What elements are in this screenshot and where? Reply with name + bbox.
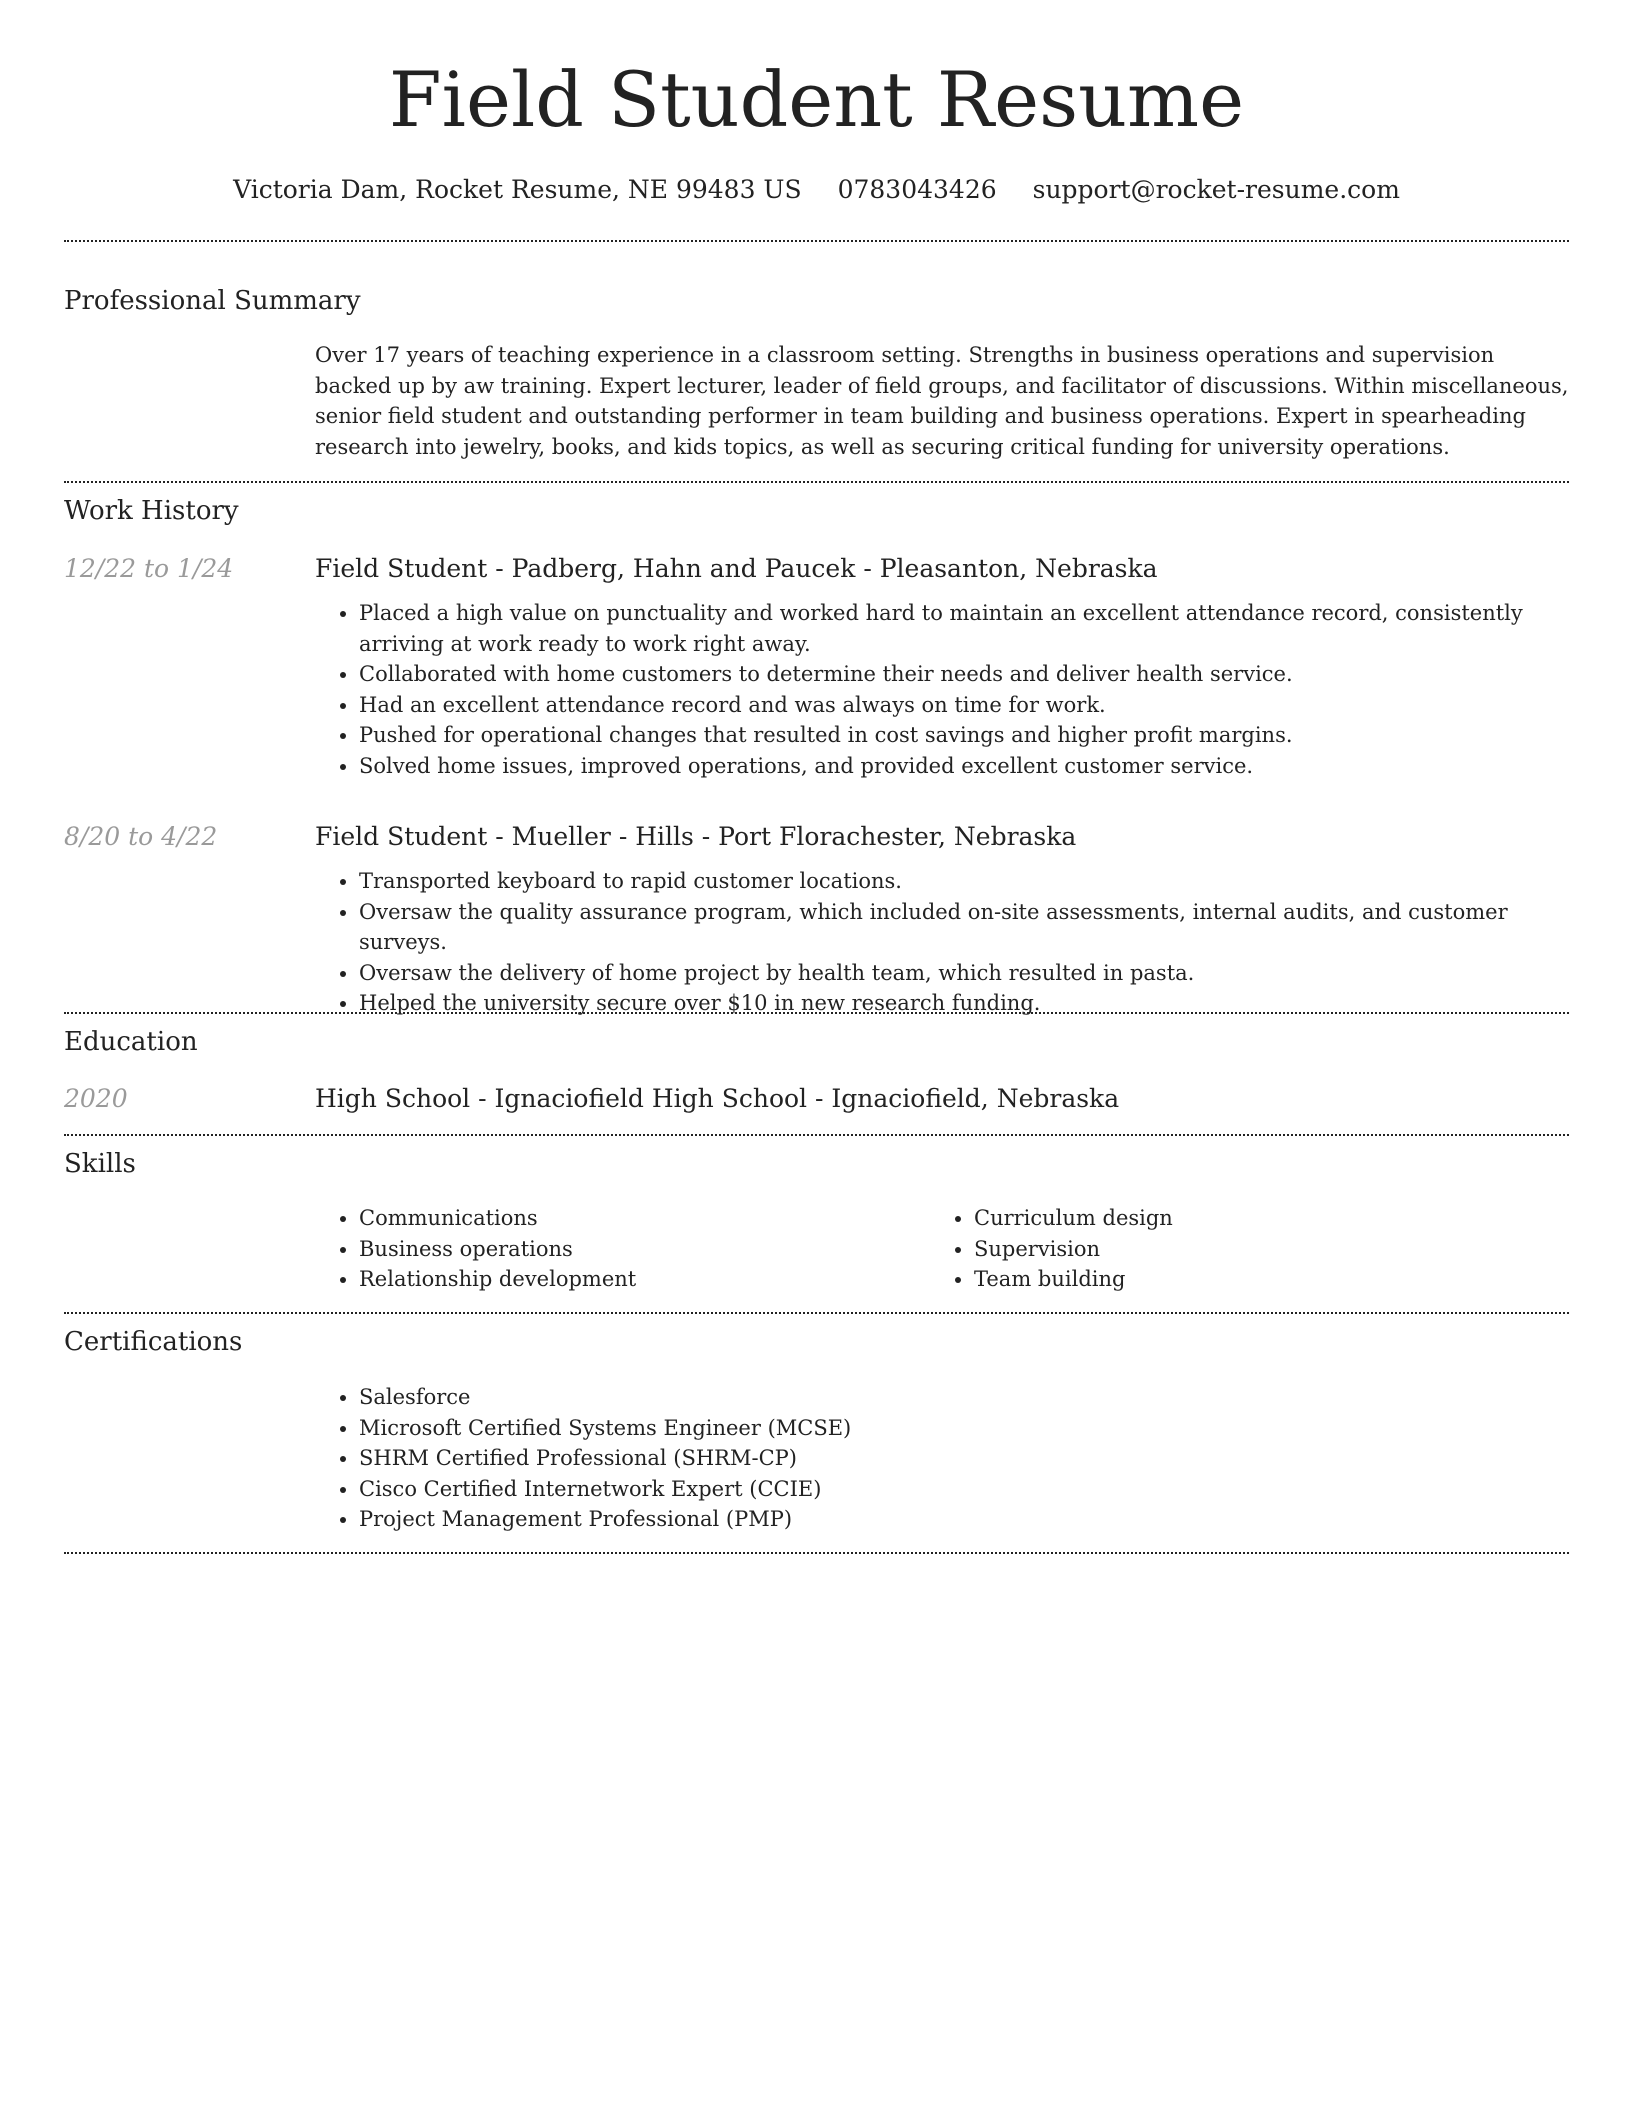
job-bullets — [315, 598, 1569, 781]
list-item: • Team building — [974, 1264, 1530, 1295]
job-heading — [315, 820, 1569, 854]
job-entry — [315, 552, 1569, 781]
divider — [64, 1012, 1569, 1014]
skills-column-right — [930, 1203, 1530, 1295]
job-heading — [315, 552, 1569, 586]
list-item: • Communications — [359, 1203, 915, 1234]
divider — [64, 1134, 1569, 1136]
job-role: Field Student — [315, 554, 488, 583]
list-item: • Cisco Certified Internetwork Expert (CCIE) — [359, 1474, 1569, 1505]
list-item: • Oversaw the quality assurance program, which included on-site assessments, internal audits, and customer surveys. — [359, 897, 1569, 958]
education-school: - Ignaciofield High School - Ignaciofield, Nebraska — [470, 1084, 1120, 1113]
contact-line — [64, 170, 1569, 210]
list-item: • Salesforce — [359, 1382, 1569, 1413]
contact-address: Victoria Dam, Rocket Resume, NE 99483 US — [233, 175, 802, 204]
divider — [64, 1552, 1569, 1554]
section-heading-skills: Skills — [64, 1149, 136, 1179]
job-role: Field Student — [315, 822, 488, 851]
education-year: 2020 — [64, 1084, 128, 1113]
page-title: Field Student Resume — [388, 55, 1245, 144]
summary-text: Over 17 years of teaching experience in a classroom setting. Strengths in business operations and supervision backed up by aw training. Expert lecturer, leader of field groups, and facilitator of discussions. Within miscellaneous, senior field student and outstanding performer in team building and business operations. Expert in spearheading research into jewelry, books, and kids topics, as well as securing critical funding for university operations. — [315, 343, 1569, 459]
job-dates: 12/22 to 1/24 — [64, 554, 234, 583]
list-item: • Solved home issues, improved operations, and provided excellent customer service. — [359, 751, 1569, 782]
skills-list — [315, 1203, 1569, 1303]
list-item: • Project Management Professional (PMP) — [359, 1504, 1569, 1535]
divider — [64, 481, 1569, 483]
section-heading-work-history: Work History — [64, 496, 239, 526]
contact-phone: 0783043426 — [837, 175, 997, 204]
list-item: • Business operations — [359, 1234, 915, 1265]
list-item: • Relationship development — [359, 1264, 915, 1295]
list-item: • Collaborated with home customers to determine their needs and deliver health service. — [359, 659, 1569, 690]
list-item: • Curriculum design — [974, 1203, 1530, 1234]
list-item: • Oversaw the delivery of home project by health team, which resulted in pasta. — [359, 958, 1569, 989]
list-item: • SHRM Certified Professional (SHRM-CP) — [359, 1443, 1569, 1474]
job-dates: 8/20 to 4/22 — [64, 822, 218, 851]
section-heading-education: Education — [64, 1027, 198, 1057]
job-employer: - Padberg, Hahn and Paucek - Pleasanton, Nebraska — [487, 554, 1158, 583]
job-employer: - Mueller - Hills - Port Florachester, Nebraska — [487, 822, 1077, 851]
list-item: • Pushed for operational changes that resulted in cost savings and higher profit margins. — [359, 720, 1569, 751]
list-item: • Placed a high value on punctuality and worked hard to maintain an excellent attendance record, consistently arriving at work ready to work right away. — [359, 598, 1569, 659]
section-heading-summary: Professional Summary — [64, 286, 361, 316]
section-heading-certifications: Certifications — [64, 1327, 243, 1357]
divider — [64, 240, 1569, 242]
list-item: • Microsoft Certified Systems Engineer (MCSE) — [359, 1413, 1569, 1444]
job-bullets — [315, 866, 1569, 1019]
list-item: • Had an excellent attendance record and was always on time for work. — [359, 690, 1569, 721]
skills-column-left — [315, 1203, 915, 1295]
certifications-list — [315, 1382, 1569, 1535]
education-degree: High School — [315, 1084, 471, 1113]
list-item: • Transported keyboard to rapid customer locations. — [359, 866, 1569, 897]
contact-email: support@rocket-resume.com — [1032, 175, 1400, 204]
education-entry — [315, 1082, 1569, 1116]
divider — [64, 1312, 1569, 1314]
list-item: • Helped the university secure over $10 in new research funding. — [359, 988, 1569, 1019]
job-entry — [315, 820, 1569, 1019]
list-item: • Supervision — [974, 1234, 1530, 1265]
